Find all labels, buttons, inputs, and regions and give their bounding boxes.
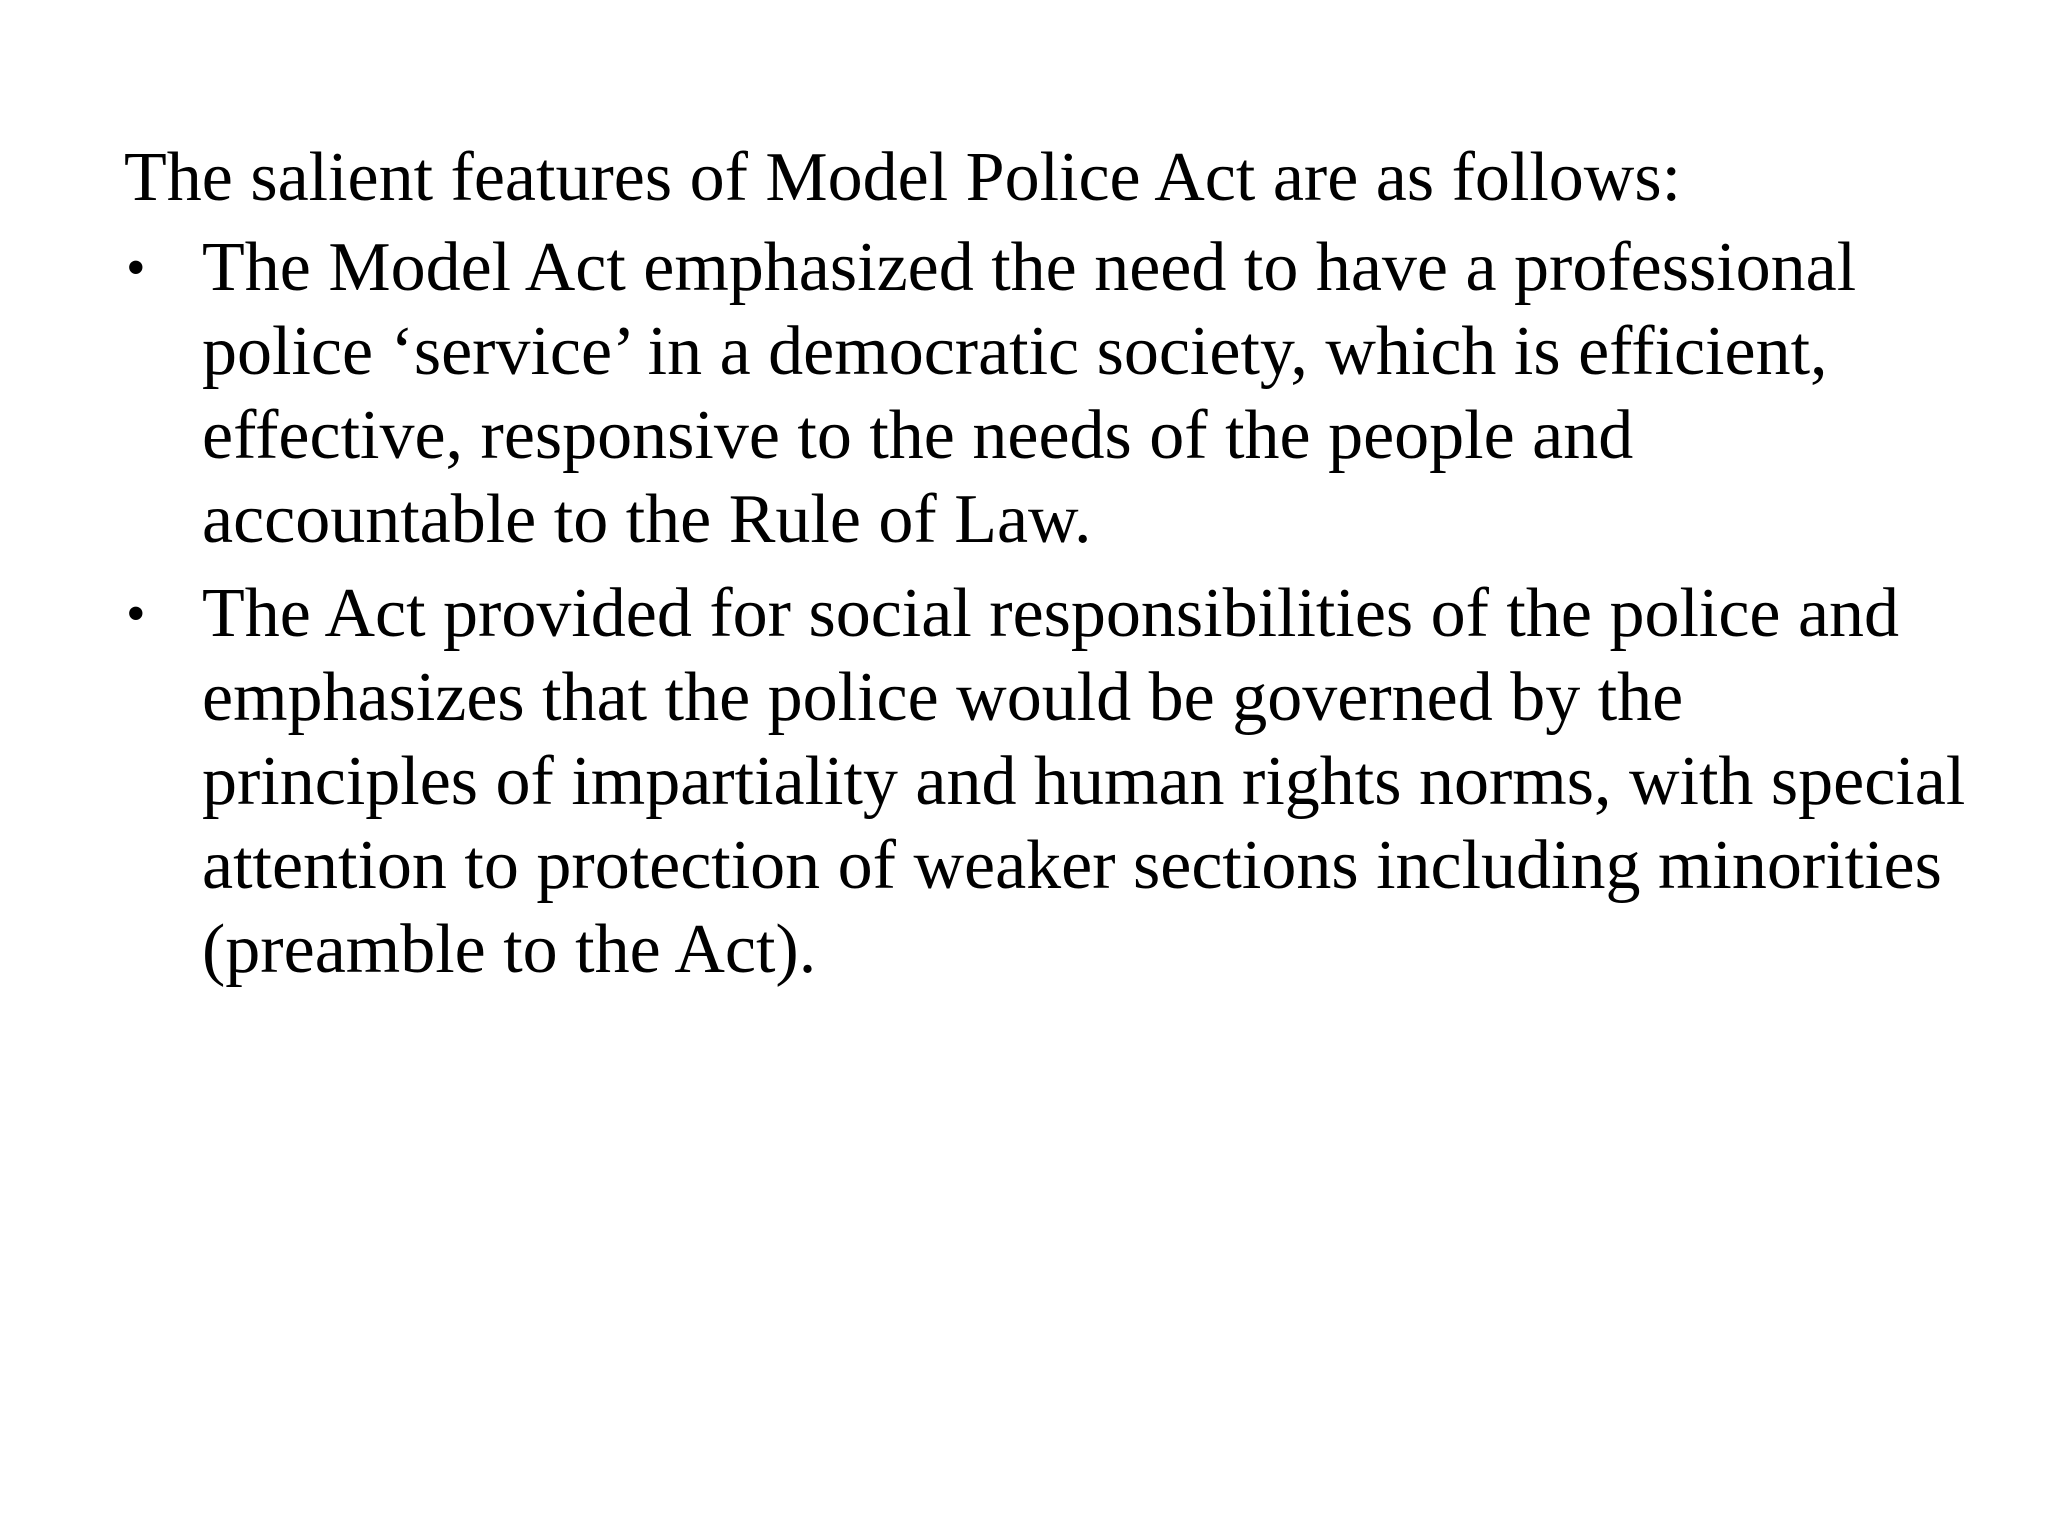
bullet-list — [124, 226, 1966, 992]
bullet-line: The Model Act emphasized the need to have a professional — [202, 229, 1857, 306]
bullet-line: (preamble to the Act). — [202, 911, 817, 988]
bullet-line: The Act provided for social responsibilities of the police and — [202, 575, 1900, 652]
bullet-line: police ‘service’ in a democratic society, which is efficient, — [202, 313, 1828, 390]
bullet-icon: • — [126, 237, 146, 299]
slide-content — [124, 136, 1966, 1002]
bullet-line: effective, responsive to the needs of the people and — [202, 397, 1634, 474]
intro-text: The salient features of Model Police Act are as follows: — [124, 139, 1682, 216]
bullet-line: principles of impartiality and human rights norms, with special — [202, 743, 1966, 820]
bullet-item — [124, 226, 1944, 562]
bullet-line: emphasizes that the police would be governed by the — [202, 659, 1684, 736]
bullet-line: attention to protection of weaker sections including minorities — [202, 827, 1942, 904]
bullet-item — [124, 572, 1966, 992]
bullet-line: accountable to the Rule of Law. — [202, 481, 1092, 558]
bullet-icon: • — [126, 583, 146, 645]
